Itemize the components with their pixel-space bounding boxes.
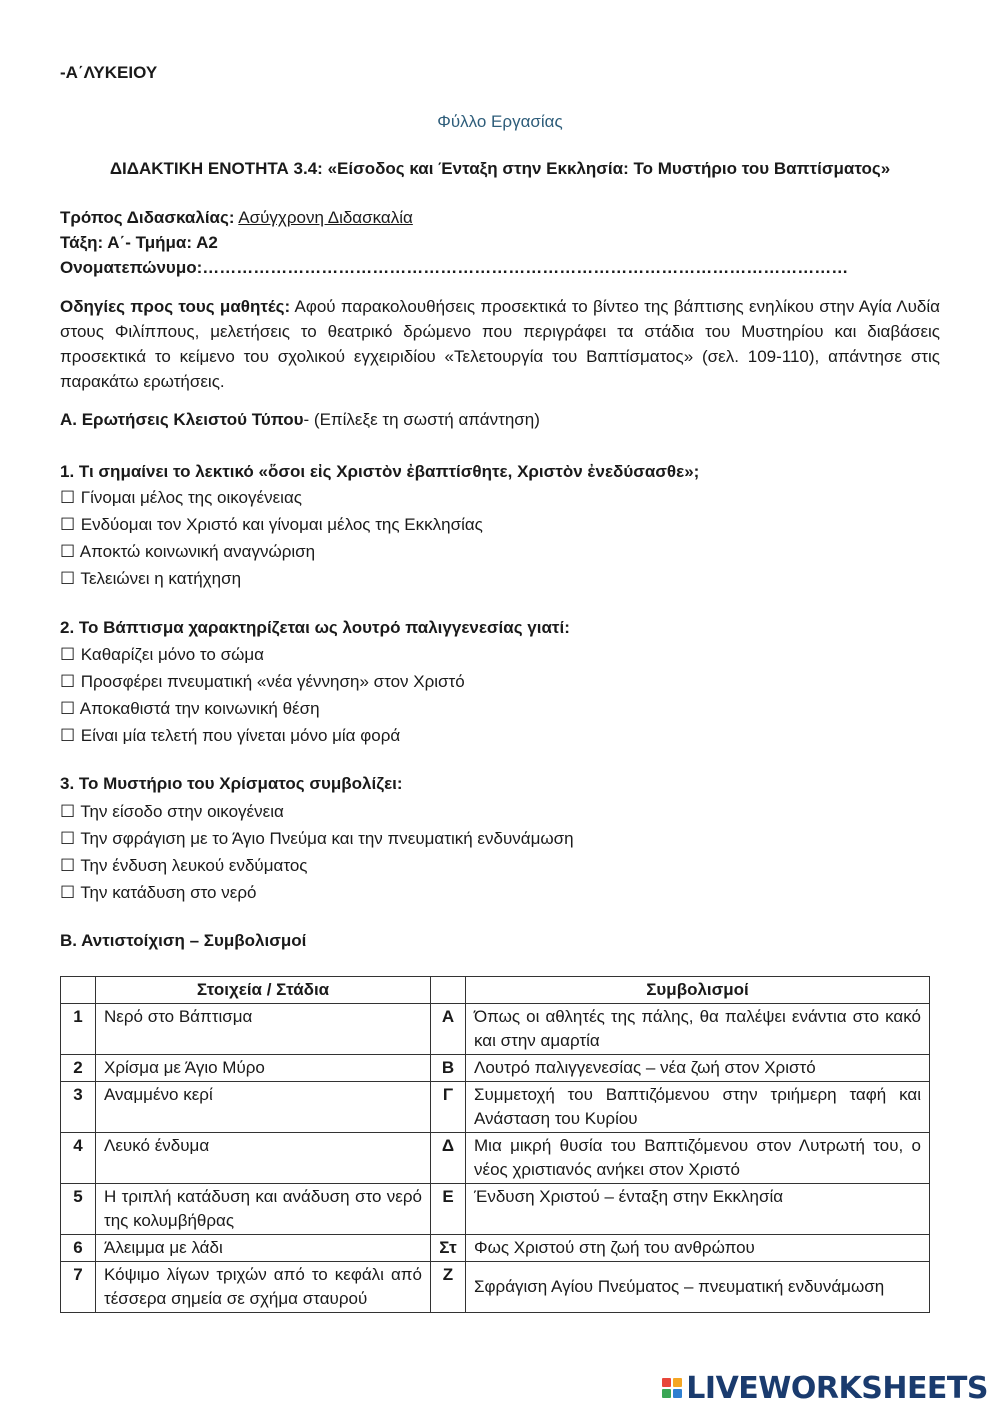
row-symbol: Λουτρό παλιγγενεσίας – νέα ζωή στον Χριστό — [466, 1055, 930, 1082]
sheet-title: Φύλλο Εργασίας — [437, 112, 563, 131]
option-label: Την σφράγιση με το Άγιο Πνεύμα και την πνευματική ενδυνάμωση — [80, 829, 574, 848]
checkbox-icon[interactable]: ☐ — [60, 856, 76, 875]
question-3-options — [60, 798, 574, 906]
question-2-options — [60, 641, 465, 749]
row-number: 3 — [61, 1082, 96, 1133]
checkbox-icon[interactable]: ☐ — [60, 645, 76, 664]
row-element: Νερό στο Βάπτισμα — [96, 1004, 431, 1055]
question-3-option-1[interactable] — [60, 798, 574, 825]
question-1-option-4[interactable] — [60, 565, 483, 592]
section-a-heading — [60, 408, 540, 432]
question-1-text: 1. Τι σημαίνει το λεκτικό «ὅσοι εἰς Χριστὸν ἐβαπτίσθητε, Χριστὸν ἐνεδύσασθε»; — [60, 462, 700, 481]
matching-table — [60, 976, 930, 1313]
section-a-title: Α. Ερωτήσεις Κλειστού Τύπου — [60, 410, 304, 429]
table-row — [61, 1082, 930, 1133]
question-3-option-3[interactable] — [60, 852, 574, 879]
header-letter-cell — [431, 977, 466, 1004]
checkbox-icon[interactable]: ☐ — [60, 569, 76, 588]
checkbox-icon[interactable]: ☐ — [60, 829, 76, 848]
instructions-text: Αφού παρακολουθήσεις προσεκτικά το βίντεο της βάπτισης ενηλίκου στην Αγία Λυδία στους Φιλίππους, μελετήσεις το θεατρικό δρώμενο που περιγράφει τα στάδια του Μυστηρίου και διαβάσεις προσεκτικά το κείμενο του σχολικού εγχειριδίου «Τελετουργία του Βαπτίσματος» (σελ. 109-110), απάντησε στις παρακάτω ερωτήσεις. — [60, 297, 940, 391]
checkbox-icon[interactable]: ☐ — [60, 802, 76, 821]
option-label: Καθαρίζει μόνο το σώμα — [80, 645, 264, 664]
row-element: Λευκό ένδυμα — [96, 1133, 431, 1184]
question-3-option-4[interactable] — [60, 879, 574, 906]
row-letter: Στ — [431, 1235, 466, 1262]
option-label: Την ένδυση λευκού ενδύματος — [80, 856, 308, 875]
unit-title: ΔΙΔΑΚΤΙΚΗ ΕΝΟΤΗΤΑ 3.4: «Είσοδος και Ένταξη στην Εκκλησία: Το Μυστήριο του Βαπτίσματος» — [109, 159, 891, 178]
section-b-title: Β. Αντιστοίχιση – Συμβολισμοί — [60, 931, 307, 950]
header-elements: Στοιχεία / Στάδια — [96, 977, 431, 1004]
row-letter: Ε — [431, 1184, 466, 1235]
row-letter: Α — [431, 1004, 466, 1055]
table-row — [61, 1184, 930, 1235]
row-number: 4 — [61, 1133, 96, 1184]
option-label: Την κατάδυση στο νερό — [80, 883, 257, 902]
teaching-method — [60, 206, 413, 230]
teaching-method-label: Τρόπος Διδασκαλίας: — [60, 208, 235, 227]
checkbox-icon[interactable]: ☐ — [60, 488, 76, 507]
table-row — [61, 1004, 930, 1055]
table-row — [61, 1055, 930, 1082]
option-label: Γίνομαι μέλος της οικογένειας — [80, 488, 302, 507]
row-symbol: Σφράγιση Αγίου Πνεύματος – πνευματική ενδυνάμωση — [466, 1262, 930, 1313]
question-1-option-2[interactable] — [60, 511, 483, 538]
option-label: Την είσοδο στην οικογένεια — [80, 802, 284, 821]
checkbox-icon[interactable]: ☐ — [60, 883, 76, 902]
row-letter: Δ — [431, 1133, 466, 1184]
instructions — [60, 294, 940, 394]
section-a-subtitle: - (Επίλεξε τη σωστή απάντηση) — [303, 410, 540, 429]
row-element: Χρίσμα με Άγιο Μύρο — [96, 1055, 431, 1082]
row-number: 6 — [61, 1235, 96, 1262]
question-2-option-4[interactable] — [60, 722, 465, 749]
class-line: Τάξη: Α΄- Τμήμα: Α2 — [60, 233, 218, 252]
question-3-text: 3. Το Μυστήριο του Χρίσματος συμβολίζει: — [60, 774, 403, 793]
row-symbol: Μια μικρή θυσία του Βαπτιζόμενου στον Λυτρωτή του, ο νέος χριστιανός ανήκει στον Χριστό — [466, 1133, 930, 1184]
row-number: 2 — [61, 1055, 96, 1082]
table-row — [61, 1235, 930, 1262]
table-row — [61, 1262, 930, 1313]
row-symbol: Συμμετοχή του Βαπτιζόμενου στην τριήμερη ταφή και Ανάσταση του Κυρίου — [466, 1082, 930, 1133]
row-number: 1 — [61, 1004, 96, 1055]
table-header-row — [61, 977, 930, 1004]
row-element: Η τριπλή κατάδυση και ανάδυση στο νερό της κολυμβήθρας — [96, 1184, 431, 1235]
option-label: Τελειώνει η κατήχηση — [80, 569, 242, 588]
checkbox-icon[interactable]: ☐ — [60, 699, 76, 718]
row-letter: Β — [431, 1055, 466, 1082]
option-label: Αποκαθιστά την κοινωνική θέση — [79, 699, 320, 718]
option-label: Προσφέρει πνευματική «νέα γέννηση» στον Χριστό — [80, 672, 465, 691]
checkbox-icon[interactable]: ☐ — [60, 542, 76, 561]
logo-block-2 — [673, 1378, 682, 1387]
option-label: Είναι μία τελετή που γίνεται μόνο μία φορά — [80, 726, 401, 745]
grade-label: -Α΄ΛΥΚΕΙΟΥ — [60, 63, 158, 82]
question-2-text: 2. Το Βάπτισμα χαρακτηρίζεται ως λουτρό παλιγγενεσίας γιατί: — [60, 618, 570, 637]
option-label: Ενδύομαι τον Χριστό και γίνομαι μέλος της Εκκλησίας — [80, 515, 483, 534]
student-name-line[interactable]: Ονοματεπώνυμο:…………………………………………………………………………………………………… — [60, 258, 849, 277]
row-element: Κόψιμο λίγων τριχών από το κεφάλι από τέσσερα σημεία σε σχήμα σταυρού — [96, 1262, 431, 1313]
teaching-method-value: Ασύγχρονη Διδασκαλία — [238, 208, 413, 227]
checkbox-icon[interactable]: ☐ — [60, 672, 76, 691]
logo-block-1 — [662, 1378, 671, 1387]
question-2-option-3[interactable] — [60, 695, 465, 722]
row-number: 7 — [61, 1262, 96, 1313]
question-1-option-3[interactable] — [60, 538, 483, 565]
logo-block-3 — [662, 1389, 671, 1398]
checkbox-icon[interactable]: ☐ — [60, 726, 76, 745]
liveworksheets-logo[interactable] — [662, 1370, 988, 1406]
question-2-option-1[interactable] — [60, 641, 465, 668]
row-letter: Ζ — [431, 1262, 466, 1313]
question-3-option-2[interactable] — [60, 825, 574, 852]
row-letter: Γ — [431, 1082, 466, 1133]
instructions-label: Οδηγίες προς τους μαθητές: — [60, 297, 291, 316]
row-element: Αναμμένο κερί — [96, 1082, 431, 1133]
logo-blocks-icon — [662, 1378, 682, 1398]
row-symbol: Όπως οι αθλητές της πάλης, θα παλέψει ενάντια στο κακό και στην αμαρτία — [466, 1004, 930, 1055]
logo-block-4 — [673, 1389, 682, 1398]
header-num-cell — [61, 977, 96, 1004]
question-2-option-2[interactable] — [60, 668, 465, 695]
row-symbol: Ένδυση Χριστού – ένταξη στην Εκκλησία — [466, 1184, 930, 1235]
row-number: 5 — [61, 1184, 96, 1235]
header-symbols: Συμβολισμοί — [466, 977, 930, 1004]
option-label: Αποκτώ κοινωνική αναγνώριση — [79, 542, 316, 561]
checkbox-icon[interactable]: ☐ — [60, 515, 76, 534]
logo-text: LIVEWORKSHEETS — [686, 1370, 988, 1406]
question-1-option-1[interactable] — [60, 484, 483, 511]
row-element: Άλειμμα με λάδι — [96, 1235, 431, 1262]
question-1-options — [60, 484, 483, 592]
table-row — [61, 1133, 930, 1184]
row-symbol: Φως Χριστού στη ζωή του ανθρώπου — [466, 1235, 930, 1262]
